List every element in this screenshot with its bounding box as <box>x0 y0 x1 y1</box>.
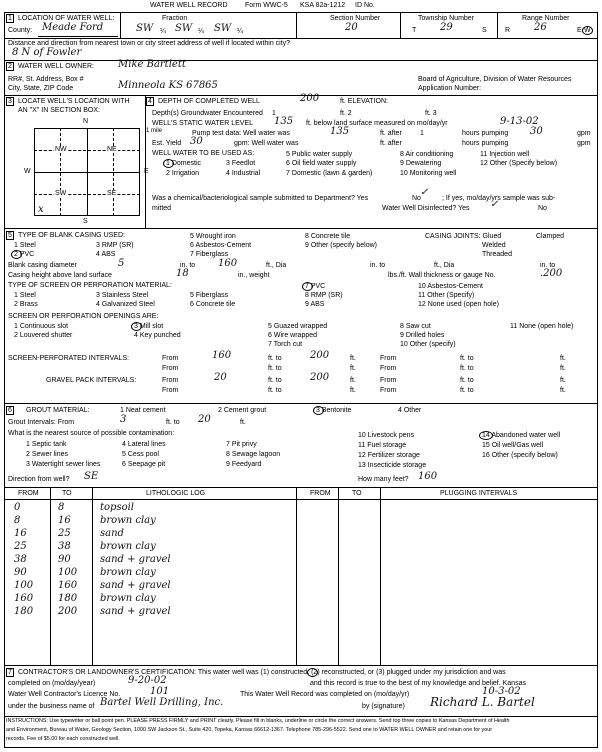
casing-2-circle <box>11 250 22 259</box>
cert-line-2b: and this record is true to the best of my knowledge and belief. Kansas <box>310 680 526 687</box>
dia-to-field[interactable]: 160 <box>218 258 238 269</box>
gravel-ft-to: ft. to <box>268 377 282 384</box>
chem-no: No <box>412 195 421 202</box>
range-w: W <box>584 27 591 34</box>
form-number: Form WWC-5 <box>245 2 288 9</box>
contam-14-circle <box>479 431 493 440</box>
ne-label: NE <box>107 146 117 153</box>
rr-label: RR#, St. Address, Box # <box>8 76 84 83</box>
use-5[interactable]: 5 Public water supply <box>286 151 353 158</box>
use-9[interactable]: 9 Dewatering <box>400 160 442 167</box>
quarter-3: ¼ <box>237 28 243 35</box>
compass-w: W <box>24 168 31 175</box>
screen-1[interactable]: 1 Steel <box>14 292 36 299</box>
gw-3: ft. 3 <box>425 110 437 117</box>
gravel-from-4: From <box>380 387 397 394</box>
log-row-description[interactable]: sand + gravel <box>100 554 171 565</box>
fraction-3-field[interactable]: SW <box>214 23 232 34</box>
dia-in-to-2: in. to <box>370 262 386 269</box>
board-label: Board of Agriculture, Division of Water Resources <box>418 76 572 83</box>
section-2-number: 2 <box>6 62 14 71</box>
log-row-to[interactable]: 160 <box>58 580 78 591</box>
owner-label: WATER WELL OWNER: <box>18 63 94 70</box>
intervals-from-2: From <box>380 355 397 362</box>
pump-gpm-label: gpm <box>577 130 591 137</box>
feet-label: How many feet? <box>358 476 409 483</box>
yield-label: Est. Yield <box>152 140 182 147</box>
openings-9[interactable]: 9 Drilled holes <box>400 332 445 339</box>
screen-12[interactable]: 12 None used (open hole) <box>418 301 499 308</box>
screen-5[interactable]: 5 Fiberglass <box>190 292 229 299</box>
fraction-2-field[interactable]: SW <box>175 23 193 34</box>
yield-ft-after: ft. after <box>380 140 402 147</box>
depth-field[interactable]: 200 <box>300 93 320 104</box>
cert-line-3b: This Water Well Record was completed on (mo/day/yr) <box>240 691 410 698</box>
log-row-to[interactable]: 200 <box>58 606 78 617</box>
yield-hours-label: hours pumping <box>462 140 509 147</box>
log-header-to-2: TO <box>352 490 362 497</box>
gravel-ft-4: ft. <box>560 387 566 394</box>
screen-11[interactable]: 11 Other (Specify) <box>418 292 475 299</box>
intervals-ft-3: ft. <box>350 365 356 372</box>
pump-gpm-field[interactable]: 30 <box>530 126 543 137</box>
feet-field[interactable]: 160 <box>418 471 438 482</box>
county-field[interactable]: Meade Ford <box>42 22 104 33</box>
location-mark: x <box>38 204 44 215</box>
owner-field[interactable]: Mike Bartlett <box>118 59 186 70</box>
gravel-from-2: From <box>380 377 397 384</box>
dia-in-to-3: in. to <box>540 262 556 269</box>
joints-clamped[interactable]: Clamped <box>536 233 565 240</box>
log-row-to[interactable]: 90 <box>58 554 71 565</box>
gravel-ft: ft. <box>350 377 356 384</box>
use-6[interactable]: 6 Oil field water supply <box>286 160 357 167</box>
instructions-1: INSTRUCTIONS: Use typewriter or ball point pen. PLEASE PRESS FIRMLY and PRINT clearly. Please fill in blanks, underline or circle the correct answers. Send top three copies to Kansas Department of Health <box>6 718 510 724</box>
use-1[interactable]: 1 Domestic <box>166 160 202 167</box>
log-row-description[interactable]: brown clay <box>100 567 156 578</box>
intervals-label: SCREEN-PERFORATED INTERVALS: <box>8 355 129 362</box>
log-row-to[interactable]: 38 <box>58 541 71 552</box>
fraction-label: Fraction <box>162 15 188 22</box>
casing-3[interactable]: 3 RMP (SR) <box>96 242 134 249</box>
casing-2[interactable]: 2 PVC <box>14 251 35 258</box>
compass-s: S <box>83 218 88 225</box>
casing-6[interactable]: 6 Asbestos-Cement <box>190 242 252 249</box>
contam-12[interactable]: 12 Fertilizer storage <box>358 452 420 459</box>
section-3-number: 3 <box>6 97 14 106</box>
openings-11[interactable]: 11 None (open hole) <box>510 323 574 330</box>
screen-7-circle <box>302 282 313 291</box>
gravel-from: From <box>162 377 179 384</box>
static-field[interactable]: 135 <box>274 116 294 127</box>
contam-6[interactable]: 6 Seepage pit <box>122 461 166 468</box>
gw-1: 1 <box>272 110 276 117</box>
contam-13[interactable]: 13 Insecticide storage <box>358 462 427 469</box>
instructions-2: and Environment, Bureau of Water, Geology Section, 1000 SW Jackson St., Suite 420, Topeka, Kansas 66612-1367. Telephone 785-296-5522. Send one to WATER WELL OWNER and retain one for your <box>6 727 493 733</box>
grout-2[interactable]: 2 Cement grout <box>218 407 267 414</box>
contam-11[interactable]: 11 Fuel storage <box>358 442 407 449</box>
intervals-ft-to: ft. to <box>268 355 282 362</box>
locate-label-2: AN "X" IN SECTION BOX: <box>18 107 100 114</box>
log-row-from[interactable]: 25 <box>14 541 27 552</box>
compass-n: N <box>83 118 89 125</box>
screen-7[interactable]: 7 PVC <box>305 283 326 290</box>
log-row-description[interactable]: brown clay <box>100 593 156 604</box>
contam-16[interactable]: 16 Other (specify below) <box>482 452 558 459</box>
casing-9[interactable]: 9 Other (specify below) <box>305 242 377 249</box>
joints-label: CASING JOINTS: Glued <box>425 233 502 240</box>
log-row-from[interactable]: 8 <box>14 515 21 526</box>
dia-label: Blank casing diameter <box>8 262 77 269</box>
range-e: E <box>577 27 582 34</box>
gravel-label: GRAVEL PACK INTERVALS: <box>46 377 137 384</box>
casing-7[interactable]: 7 Fiberglass <box>190 251 229 258</box>
disinfected-no: No <box>538 205 547 212</box>
yield-gpm: gpm: Well water was <box>234 140 299 147</box>
cert-line-4b: by (signature) <box>362 703 405 710</box>
grout-3-circle <box>313 406 324 415</box>
gauge-field[interactable]: .200 <box>540 268 563 279</box>
township-t: T <box>412 27 417 34</box>
mile-label: 1 mile <box>146 128 163 134</box>
log-row-to[interactable]: 180 <box>58 593 78 604</box>
sw-label: SW <box>55 190 67 197</box>
log-row-to[interactable]: 100 <box>58 567 78 578</box>
openings-label: SCREEN OR PERFORATION OPENINGS ARE: <box>8 313 159 320</box>
use-8[interactable]: 8 Air conditioning <box>400 151 454 158</box>
direction-field[interactable]: SE <box>84 471 99 482</box>
application-label: Application Number: <box>418 85 482 92</box>
use-11[interactable]: 11 Injection well <box>480 151 530 158</box>
contam-9[interactable]: 9 Feedyard <box>226 461 262 468</box>
casing-8[interactable]: 8 Concrete tile <box>305 233 351 240</box>
screen-9[interactable]: 9 ABS <box>305 301 325 308</box>
openings-1[interactable]: 1 Continuous slot <box>14 323 69 330</box>
pump-ft-after: ft. after <box>380 130 402 137</box>
intervals-ft-2: ft. <box>560 355 566 362</box>
grout-ft-to: ft. to <box>166 419 180 426</box>
log-row-from[interactable]: 160 <box>14 593 34 604</box>
intervals-from: From <box>162 355 179 362</box>
chem-mitted: mitted <box>152 205 172 212</box>
log-row-description[interactable]: sand + gravel <box>100 580 171 591</box>
gravel-from-3: From <box>162 387 179 394</box>
joints-threaded[interactable]: Threaded <box>482 251 512 258</box>
static-tail: ft. below land surface measured on mo/day/yr <box>306 120 448 127</box>
screen-3[interactable]: 3 Stainless Steel <box>96 292 149 299</box>
intervals-from-3: From <box>162 365 179 372</box>
height-label: Casing height above land surface <box>8 272 112 279</box>
gravel-from-field[interactable]: 20 <box>214 372 227 383</box>
section-number-field[interactable]: 20 <box>345 22 358 33</box>
section-5-number: 5 <box>6 231 14 240</box>
openings-5[interactable]: 5 Guazed wrapped <box>268 323 328 330</box>
gravel-ft-to-2: ft. to <box>460 377 474 384</box>
contam-3[interactable]: 3 Watertight sewer lines <box>26 461 101 468</box>
log-header-plugging: PLUGGING INTERVALS <box>440 490 518 497</box>
distance-label: Distance and direction from nearest town or city street address of well if located within city? <box>8 40 291 47</box>
id-number: ID No. <box>355 2 375 9</box>
range-label: Range Number <box>522 15 570 22</box>
gravel-to-field[interactable]: 200 <box>310 372 330 383</box>
dia-field[interactable]: 5 <box>118 258 125 269</box>
location-label: LOCATION OF WATER WELL: <box>18 15 115 22</box>
completed-date-field[interactable]: 9-20-02 <box>128 675 167 686</box>
pump-label: Pump test data: Well water was <box>192 130 290 137</box>
intervals-ft-4: ft. <box>560 365 566 372</box>
contam-15[interactable]: 15 Oil well/Gas well <box>482 442 544 449</box>
grout-from-field[interactable]: 3 <box>120 414 127 425</box>
log-header-from-2: FROM <box>310 490 331 497</box>
direction-label: Direction from well? <box>8 476 70 483</box>
county-label: County: <box>8 27 33 34</box>
section-1-number: 1 <box>6 14 14 23</box>
contam-7[interactable]: 7 Pit privy <box>226 441 257 448</box>
fraction-1-field[interactable]: SW <box>136 23 154 34</box>
grout-4[interactable]: 4 Other <box>398 407 422 414</box>
log-row-from[interactable]: 0 <box>14 502 21 513</box>
gravel-ft-3: ft. <box>350 387 356 394</box>
township-field[interactable]: 29 <box>440 22 453 33</box>
pump-hours-value: 1 <box>420 130 424 137</box>
openings-2[interactable]: 2 Louvered shutter <box>14 332 73 339</box>
screen-4[interactable]: 4 Galvanized Steel <box>96 301 155 308</box>
log-row-to[interactable]: 16 <box>58 515 71 526</box>
log-row-from[interactable]: 38 <box>14 554 27 565</box>
contam-5[interactable]: 5 Cess pool <box>122 451 159 458</box>
business-field[interactable]: Bartel Well Drilling, Inc. <box>100 697 224 708</box>
casing-label: TYPE OF BLANK CASING USED: <box>18 232 125 239</box>
range-r: R <box>505 27 511 34</box>
grout-3[interactable]: 3 Bentonite <box>316 407 352 414</box>
instructions-3: records. Fee of $5.00 for each constructed well. <box>6 736 120 742</box>
log-row-description[interactable]: sand <box>100 528 124 539</box>
cert-line-3a: Water Well Contractor's Licence No. <box>8 691 121 698</box>
disinfected-label: Water Well Disinfected? Yes <box>382 205 470 212</box>
screen-10[interactable]: 10 Asbestos-Cement <box>418 283 483 290</box>
contam-8[interactable]: 8 Sewage lagoon <box>226 451 281 458</box>
cert-line-2a: completed on (mo/day/year) <box>8 680 96 687</box>
joints-welded[interactable]: Welded <box>482 242 506 249</box>
grout-to-field[interactable]: 20 <box>198 414 211 425</box>
quarter-1: ¼ <box>160 28 166 35</box>
openings-3[interactable]: 3 Mill slot <box>134 323 164 330</box>
log-row-description[interactable]: brown clay <box>100 541 156 552</box>
log-row-from[interactable]: 100 <box>14 580 34 591</box>
log-row-to[interactable]: 8 <box>58 502 65 513</box>
form-title: WATER WELL RECORD <box>150 2 228 9</box>
log-header-to: TO <box>62 490 72 497</box>
cert-constructed-circle <box>307 668 318 677</box>
city-label: City, State, ZIP Code <box>8 85 74 92</box>
use-10[interactable]: 10 Monitoring well <box>400 170 457 177</box>
chem-tail: ; If yes, mo/day/yrs sample was sub- <box>442 195 556 202</box>
cert-line-4a: under the business name of <box>8 703 95 710</box>
gravel-ft-to-4: ft. to <box>460 387 474 394</box>
log-row-from[interactable]: 180 <box>14 606 34 617</box>
screen-2[interactable]: 2 Brass <box>14 301 38 308</box>
log-row-description[interactable]: sand + gravel <box>100 606 171 617</box>
contam-2[interactable]: 2 Sewer lines <box>26 451 69 458</box>
dia-ft-1: ft., Dia <box>266 262 287 269</box>
grout-1[interactable]: 1 Neat cement <box>120 407 166 414</box>
screen-6[interactable]: 6 Concrete tile <box>190 301 236 308</box>
use-7[interactable]: 7 Domestic (lawn & garden) <box>286 170 373 177</box>
ksa-number: KSA 82a-1212 <box>300 2 346 9</box>
use-3[interactable]: 3 Feedlot <box>226 160 256 167</box>
intervals-ft-to-4: ft. to <box>460 365 474 372</box>
use-1-circle <box>163 159 174 168</box>
use-2[interactable]: 2 Irrigation <box>166 170 200 177</box>
range-field[interactable]: 26 <box>534 22 547 33</box>
record-date-field[interactable]: 10-3-02 <box>482 686 521 697</box>
openings-7[interactable]: 7 Torch cut <box>268 341 303 348</box>
openings-4[interactable]: 4 Key punched <box>134 332 181 339</box>
casing-5[interactable]: 5 Wrought iron <box>190 233 236 240</box>
licence-field[interactable]: 101 <box>150 686 170 697</box>
height-weight: in., weight <box>238 272 270 279</box>
use-4[interactable]: 4 Industrial <box>226 170 261 177</box>
use-label: WELL WATER TO BE USED AS: <box>152 150 255 157</box>
pump-hours-label: hours pumping <box>462 130 509 137</box>
cert-line-1: CONTRACTOR'S OR LANDOWNER'S CERTIFICATION: This water well was (1) constructed, (2) reconstructed, or (3) plugged under my jurisdiction and was <box>18 669 506 676</box>
casing-4[interactable]: 4 ABS <box>96 251 116 258</box>
chem-label: Was a chemical/bacteriological sample submitted to Department? Yes <box>152 195 369 202</box>
dia-in-to: in. to <box>180 262 196 269</box>
compass-e: E <box>144 168 149 175</box>
pump-field[interactable]: 135 <box>330 126 350 137</box>
screen-label: TYPE OF SCREEN OR PERFORATION MATERIAL: <box>8 282 172 289</box>
quarter-2: ¼ <box>198 28 204 35</box>
contam-label: What is the nearest source of possible contamination: <box>8 430 175 437</box>
se-label: SE <box>107 190 117 197</box>
intervals-ft-to-3: ft. to <box>268 365 282 372</box>
yield-gpm-label: gpm <box>577 140 591 147</box>
depth-label: DEPTH OF COMPLETED WELL <box>158 98 260 105</box>
wall-label: lbs./ft. Wall thickness or gauge No. <box>388 272 496 279</box>
township-label: Township Number <box>418 15 475 22</box>
log-row-from[interactable]: 16 <box>14 528 27 539</box>
casing-1[interactable]: 1 Steel <box>14 242 36 249</box>
section-number-label: Section Number <box>330 15 381 22</box>
gravel-ft-to-3: ft. to <box>268 387 282 394</box>
signature-field[interactable]: Richard L. Bartel <box>430 695 535 709</box>
distance-field[interactable]: 8 N of Fowler <box>12 47 82 58</box>
log-row-to[interactable]: 25 <box>58 528 71 539</box>
static-label: WELL'S STATIC WATER LEVEL <box>152 120 254 127</box>
contam-14[interactable]: 14 Abandoned water well <box>482 432 561 439</box>
section-7-number: 7 <box>6 668 14 677</box>
openings-10[interactable]: 10 Other (specify) <box>400 341 456 348</box>
intervals-ft-to-2: ft. to <box>460 355 474 362</box>
openings-8[interactable]: 8 Saw cut <box>400 323 431 330</box>
grout-intervals-label: Grout Intervals: From <box>8 419 75 426</box>
intervals-ft: ft. <box>350 355 356 362</box>
grout-ft-from: ft. <box>240 419 246 426</box>
locate-label-1: LOCATE WELL'S LOCATION WITH <box>18 98 130 105</box>
gw-2: ft. 2 <box>340 110 352 117</box>
chem-no-check[interactable]: ✓ <box>420 187 429 198</box>
static-date-field[interactable]: 9-13-02 <box>500 116 539 127</box>
nw-label: NW <box>55 146 67 153</box>
log-row-description[interactable]: brown clay <box>100 515 156 526</box>
log-header-from: FROM <box>18 490 39 497</box>
yield-field[interactable]: 30 <box>190 136 203 147</box>
township-s: S <box>482 27 487 34</box>
log-row-description[interactable]: topsoil <box>100 502 134 513</box>
gravel-ft-2: ft. <box>560 377 566 384</box>
height-field[interactable]: 18 <box>176 268 189 279</box>
dia-ft-2: ft., Dia <box>434 262 455 269</box>
section-6-number: 6 <box>6 406 14 415</box>
use-12[interactable]: 12 Other (Specify below) <box>480 160 558 167</box>
contam-10[interactable]: 10 Livestock pens <box>358 432 415 439</box>
elevation-label: ft. ELEVATION: <box>340 98 388 105</box>
contam-1[interactable]: 1 Septic tank <box>26 441 67 448</box>
intervals-from-4: From <box>380 365 397 372</box>
contam-4[interactable]: 4 Lateral lines <box>122 441 166 448</box>
intervals-to-field[interactable]: 200 <box>310 350 330 361</box>
log-header-lithologic: LITHOLOGIC LOG <box>146 490 206 497</box>
section-4-number: 4 <box>146 97 154 106</box>
groundwater-label: Depth(s) Groundwater Encountered <box>152 110 263 117</box>
openings-3-circle <box>131 322 142 331</box>
screen-8[interactable]: 8 RMP (SR) <box>305 292 343 299</box>
intervals-from-field[interactable]: 160 <box>212 350 232 361</box>
city-field[interactable]: Minneola KS 67865 <box>118 80 218 91</box>
openings-6[interactable]: 6 Wire wrapped <box>268 332 318 339</box>
log-row-from[interactable]: 90 <box>14 567 27 578</box>
disinfected-check[interactable]: ✓ <box>490 199 499 210</box>
grout-label: GROUT MATERIAL: <box>26 407 90 414</box>
